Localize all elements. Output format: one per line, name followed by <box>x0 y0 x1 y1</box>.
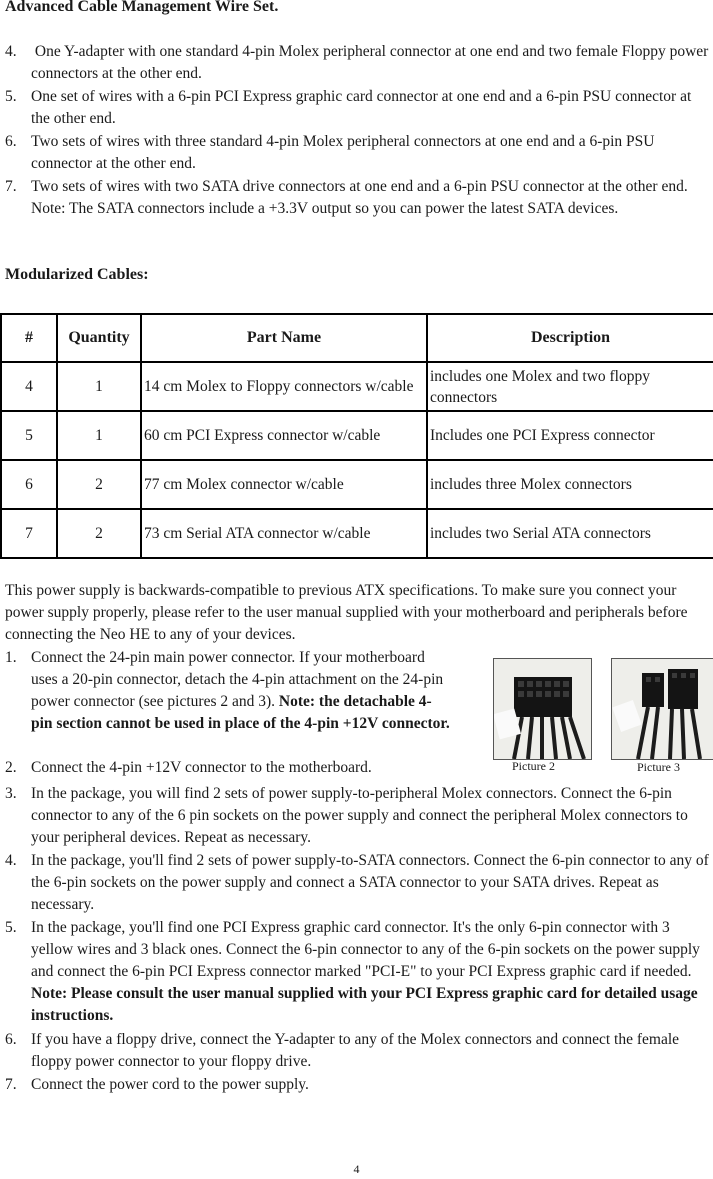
table-row <box>1 509 713 558</box>
list-item-text: If you have a floppy drive, connect the Y-adapter to any of the Molex connectors and connect the female floppy power connector to your floppy drive. <box>31 1031 680 1070</box>
list-item-text: Two sets of wires with two SATA drive connectors at one end and a 6-pin PSU connector at the other end. Note: The SATA connectors include a +3.3V output so you can power the latest SATA devices. <box>31 178 688 217</box>
list-item <box>5 86 711 130</box>
list-item-text <box>31 917 711 1027</box>
table-row <box>1 411 713 460</box>
list-item-number: 7. <box>5 1076 17 1093</box>
step-note: Note: Please consult the user manual supplied with your PCI Express graphic card for detailed usage instructions. <box>31 985 698 1024</box>
list-item <box>5 176 711 242</box>
cell-number: 6 <box>1 460 57 509</box>
step-text: Connect the 24-pin main power connector. If your motherboard uses a 20-pin connector, detach the 4-pin attachment on the 24-pin power connector (see pictures 2 and 3). <box>31 649 444 710</box>
list-item-text: One Y-adapter with one standard 4-pin Molex peripheral connector at one end and two female Floppy power connectors at the other end. <box>31 43 713 82</box>
cell-part-name: 73 cm Serial ATA connector w/cable <box>141 509 427 558</box>
list-item-number: 5. <box>5 919 17 936</box>
list-item <box>5 917 711 1027</box>
step-text: In the package, you'll find one PCI Express graphic card connector. It's the only 6-pin connector with 3 yellow wires and 3 black ones. Connect the 6-pin connector to any of the 6-pin sockets on the power supply and connect the 6-pin PCI Express connector marked "PCI-E" to your PCI Express graphic card if needed. <box>31 919 700 980</box>
modular-cables-heading: Modularized Cables: <box>5 266 149 283</box>
cell-part-name: 14 cm Molex to Floppy connectors w/cable <box>141 362 427 411</box>
list-item-text: Connect the power cord to the power supply. <box>31 1076 309 1093</box>
wire-set-heading: Advanced Cable Management Wire Set. <box>5 0 279 15</box>
list-item <box>5 850 711 916</box>
atx-connector-icon <box>494 659 591 759</box>
header-number: # <box>1 314 57 362</box>
cell-part-name: 77 cm Molex connector w/cable <box>141 460 427 509</box>
picture-3-image <box>611 658 713 760</box>
list-item-number: 1. <box>5 649 17 666</box>
picture-3-caption: Picture 3 <box>637 760 680 774</box>
list-item-text: In the package, you'll find 2 sets of power supply-to-SATA connectors. Connect the 6-pin connector to any of the 6-pin sockets on the power supply and connect a SATA connector to your SATA drives. Repeat as necessary. <box>31 852 709 913</box>
picture-2-caption: Picture 2 <box>512 759 555 773</box>
list-item <box>5 757 711 779</box>
cell-number: 4 <box>1 362 57 411</box>
list-item <box>5 1074 711 1096</box>
list-item <box>5 41 711 85</box>
cell-quantity: 2 <box>57 460 141 509</box>
table-header-row <box>1 314 713 362</box>
cell-description: includes three Molex connectors <box>427 460 713 509</box>
picture-2-image <box>493 658 592 760</box>
table-row <box>1 460 713 509</box>
cell-description: includes two Serial ATA connectors <box>427 509 713 558</box>
list-item-text: Two sets of wires with three standard 4-pin Molex peripheral connectors at one end and a 6-pin PSU connector at the other end. <box>31 133 655 172</box>
list-item <box>5 131 711 175</box>
list-item-text <box>31 647 451 735</box>
list-item-number: 3. <box>5 785 17 802</box>
list-item-text: One set of wires with a 6-pin PCI Express graphic card connector at one end and a 6-pin PSU connector at the other end. <box>31 88 692 127</box>
list-item-number: 5. <box>5 88 17 105</box>
intro-paragraph: This power supply is backwards-compatible to previous ATX specifications. To make sure you connect your power supply properly, please refer to the user manual supplied with your motherboard and peripherals before connecting the Neo HE to any of your devices. <box>5 582 688 643</box>
list-item-number: 4. <box>5 852 17 869</box>
list-item <box>5 783 711 849</box>
header-description: Description <box>427 314 713 362</box>
list-item <box>5 1029 711 1073</box>
list-item-text: In the package, you will find 2 sets of power supply-to-peripheral Molex connectors. Connect the 6-pin connector to any of the 6 pin sockets on the power supply and connect the peripheral Molex connectors to your peripheral devices. Repeat as necessary. <box>31 785 688 846</box>
cell-description: includes one Molex and two floppy connectors <box>427 362 713 411</box>
list-item-number: 4. <box>5 43 17 60</box>
header-quantity: Quantity <box>57 314 141 362</box>
cell-number: 7 <box>1 509 57 558</box>
header-part-name: Part Name <box>141 314 427 362</box>
page-number: 4 <box>353 1162 360 1176</box>
list-item-number: 2. <box>5 759 17 776</box>
cell-quantity: 1 <box>57 411 141 460</box>
cell-part-name: 60 cm PCI Express connector w/cable <box>141 411 427 460</box>
modular-cables-table <box>0 313 713 559</box>
list-item-number: 6. <box>5 1031 17 1048</box>
cell-quantity: 1 <box>57 362 141 411</box>
step-note: Note: the detachable 4-pin section cannot be used in place of the 4-pin +12V connector. <box>31 693 450 732</box>
list-item-text: Connect the 4-pin +12V connector to the motherboard. <box>31 759 372 776</box>
list-item-number: 7. <box>5 178 17 195</box>
cell-quantity: 2 <box>57 509 141 558</box>
table-row <box>1 362 713 411</box>
cell-number: 5 <box>1 411 57 460</box>
atx-connector-detached-icon <box>612 659 713 759</box>
list-item-number: 6. <box>5 133 17 150</box>
cell-description: Includes one PCI Express connector <box>427 411 713 460</box>
list-item <box>5 647 711 757</box>
